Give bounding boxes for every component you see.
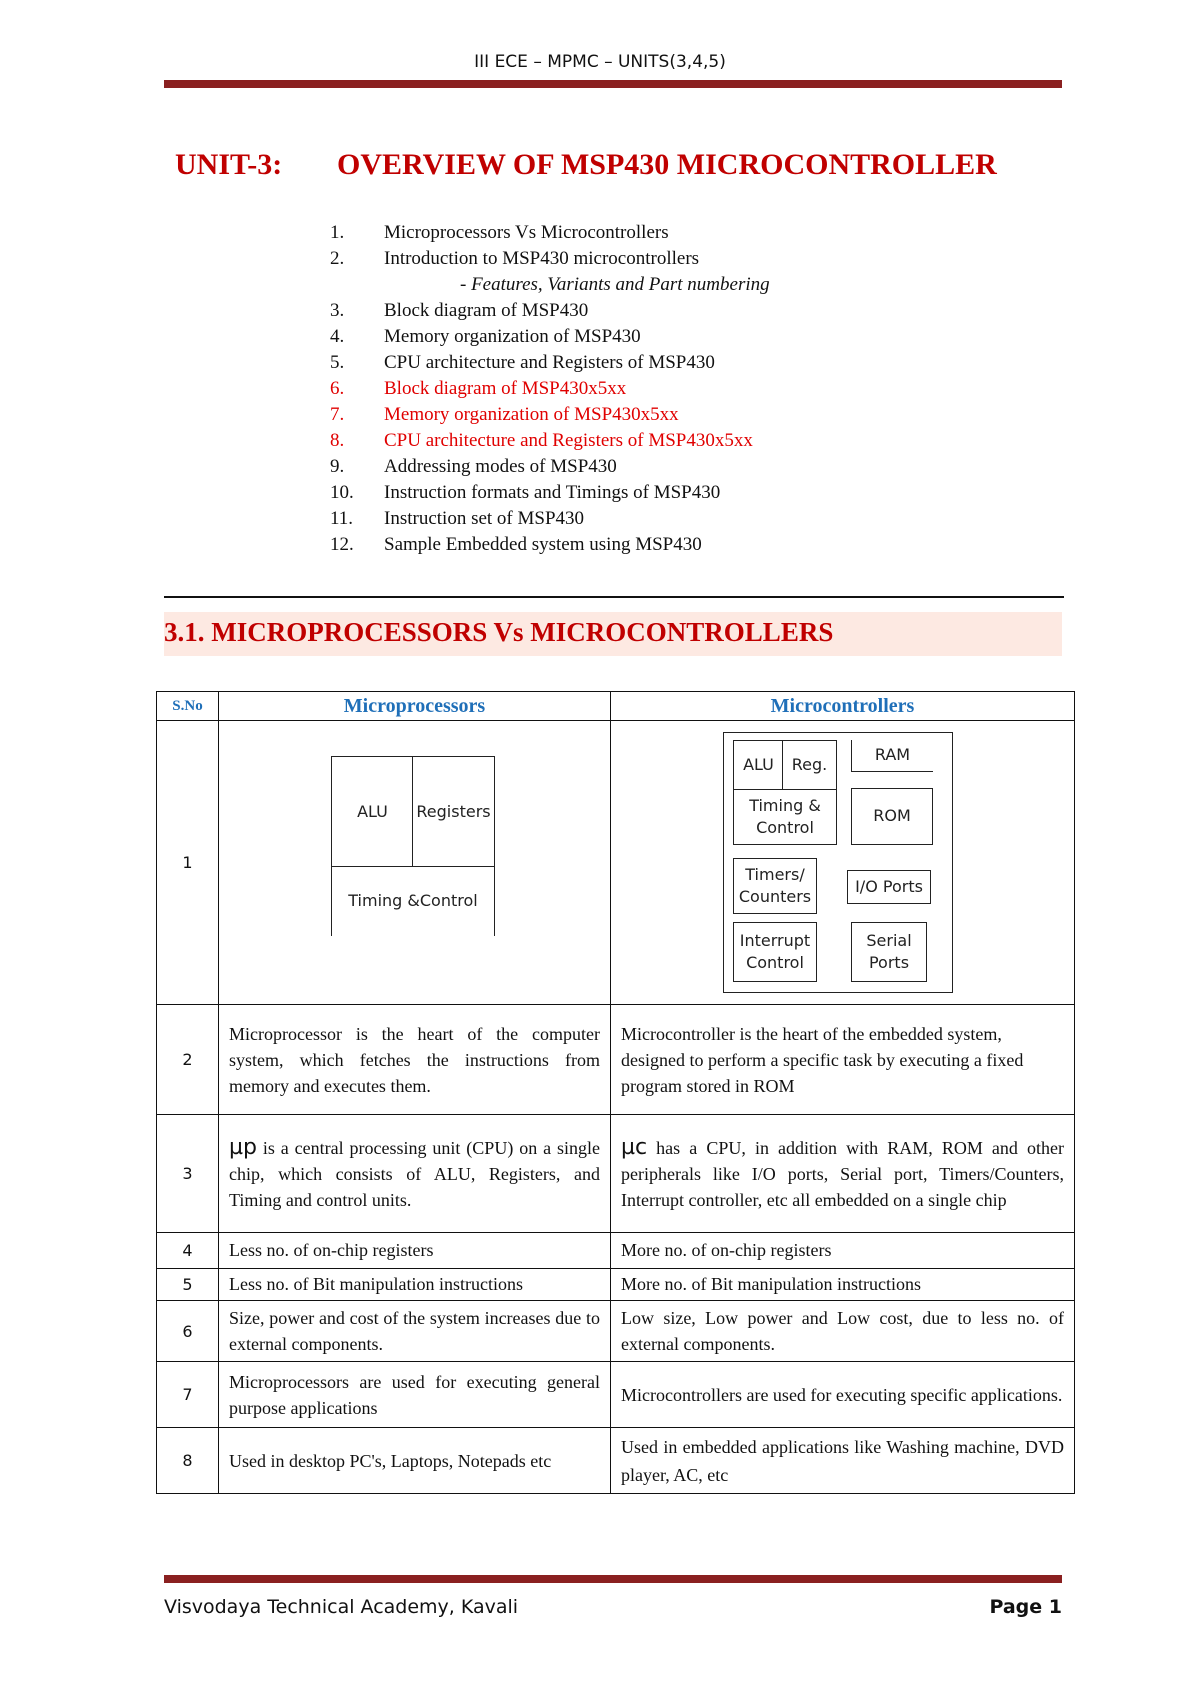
unit-label: UNIT-3: — [175, 148, 283, 181]
toc-item: 2. Introduction to MSP430 microcontrollers — [330, 248, 700, 269]
toc-item-highlighted: 6. Block diagram of MSP430x5xx — [330, 378, 627, 399]
table-header-row — [157, 692, 1075, 721]
header-rule — [164, 80, 1062, 88]
microprocessor-cell: µp is a central processing unit (CPU) on a single chip, which consists of ALU, Registers, and Timing and control units. — [219, 1115, 611, 1233]
page-number: Page 1 — [989, 1596, 1062, 1618]
toc-item: 12. Sample Embedded system using MSP430 — [330, 534, 702, 555]
microprocessor-cell: Used in desktop PC's, Laptops, Notepads etc — [219, 1428, 611, 1494]
mu-p-symbol: µp — [229, 1134, 257, 1160]
table-row — [157, 1362, 1075, 1428]
section-divider — [164, 596, 1064, 598]
microcontroller-cell: Used in embedded applications like Washing machine, DVD player, AC, etc — [611, 1428, 1075, 1494]
row-number: 1 — [157, 721, 219, 1005]
toc-item: 4. Memory organization of MSP430 — [330, 326, 641, 347]
table-row — [157, 1233, 1075, 1269]
table-row — [157, 1269, 1075, 1301]
microprocessor-block-diagram — [219, 724, 610, 1002]
page-header-title: III ECE – MPMC – UNITS(3,4,5) — [474, 52, 726, 72]
mp-registers-block: Registers — [412, 756, 495, 867]
row-number: 6 — [157, 1301, 219, 1362]
row-number: 5 — [157, 1269, 219, 1301]
microcontroller-cell: µc has a CPU, in addition with RAM, ROM and other peripherals like I/O ports, Serial port, Timers/Counters, Interrupt controller, etc all embedded on a single chip — [611, 1115, 1075, 1233]
mc-interrupt-control-block: Interrupt Control — [733, 922, 817, 982]
mc-alu-block: ALU — [733, 740, 783, 790]
toc-item: 11. Instruction set of MSP430 — [330, 508, 585, 529]
mc-rom-block: ROM — [851, 788, 933, 845]
footer-institution: Visvodaya Technical Academy, Kavali — [164, 1596, 519, 1618]
microprocessor-diagram-cell — [219, 721, 611, 1005]
mc-timing-control-block: Timing & Control — [733, 789, 837, 845]
toc-item-highlighted: 7. Memory organization of MSP430x5xx — [330, 404, 679, 425]
header-microprocessors: Microprocessors — [219, 692, 611, 721]
toc-item-highlighted: 8. CPU architecture and Registers of MSP430x5xx — [330, 430, 753, 451]
mc-io-ports-block: I/O Ports — [847, 870, 931, 904]
table-row — [157, 721, 1075, 1005]
footer-rule — [164, 1575, 1062, 1583]
section-title: 3.1. MICROPROCESSORS Vs MICROCONTROLLERS — [164, 617, 834, 647]
row-number: 2 — [157, 1005, 219, 1115]
mc-timers-counters-block: Timers/ Counters — [733, 858, 817, 914]
row-number: 3 — [157, 1115, 219, 1233]
microcontroller-cell: Low size, Low power and Low cost, due to less no. of external components. — [611, 1301, 1075, 1362]
microprocessor-cell: Less no. of Bit manipulation instructions — [219, 1269, 611, 1301]
microprocessor-cell: Size, power and cost of the system increases due to external components. — [219, 1301, 611, 1362]
mu-c-symbol: µc — [621, 1134, 648, 1160]
unit-title — [175, 148, 997, 182]
section-heading-bar — [164, 612, 1062, 656]
microprocessor-cell: Less no. of on-chip registers — [219, 1233, 611, 1269]
microcontroller-cell: More no. of on-chip registers — [611, 1233, 1075, 1269]
mp-alu-block: ALU — [331, 756, 413, 867]
row-number: 7 — [157, 1362, 219, 1428]
toc-item: 9. Addressing modes of MSP430 — [330, 456, 617, 477]
header-sno: S.No — [157, 692, 219, 721]
comparison-table — [156, 691, 1075, 1494]
mp-timing-control-block: Timing &Control — [331, 866, 495, 936]
table-row — [157, 1428, 1075, 1494]
table-row — [157, 1301, 1075, 1362]
microprocessor-cell: Microprocessor is the heart of the computer system, which fetches the instructions from memory and executes them. — [219, 1005, 611, 1115]
toc-sub-item: - Features, Variants and Part numbering — [460, 274, 770, 295]
mc-ram-block: RAM — [851, 740, 933, 772]
microcontroller-cell: More no. of Bit manipulation instructions — [611, 1269, 1075, 1301]
microcontroller-diagram-cell — [611, 721, 1075, 1005]
microcontroller-cell: Microcontrollers are used for executing specific applications. — [611, 1362, 1075, 1428]
table-of-contents — [330, 220, 770, 558]
unit-heading: OVERVIEW OF MSP430 MICROCONTROLLER — [337, 148, 997, 181]
table-row — [157, 1115, 1075, 1233]
microprocessor-cell: Microprocessors are used for executing general purpose applications — [219, 1362, 611, 1428]
toc-item: 1. Microprocessors Vs Microcontrollers — [330, 222, 669, 243]
row-number: 4 — [157, 1233, 219, 1269]
mc-reg-block: Reg. — [782, 740, 837, 790]
mc-serial-ports-block: Serial Ports — [851, 922, 927, 982]
row-number: 8 — [157, 1428, 219, 1494]
table-row — [157, 1005, 1075, 1115]
toc-item: 3. Block diagram of MSP430 — [330, 300, 589, 321]
header-microcontrollers: Microcontrollers — [611, 692, 1075, 721]
toc-item: 10. Instruction formats and Timings of MSP430 — [330, 482, 721, 503]
microcontroller-cell: Microcontroller is the heart of the embedded system, designed to perform a specific task by executing a fixed program stored in ROM — [611, 1005, 1075, 1115]
toc-item: 5. CPU architecture and Registers of MSP430 — [330, 352, 715, 373]
microcontroller-block-diagram — [611, 724, 1074, 1002]
